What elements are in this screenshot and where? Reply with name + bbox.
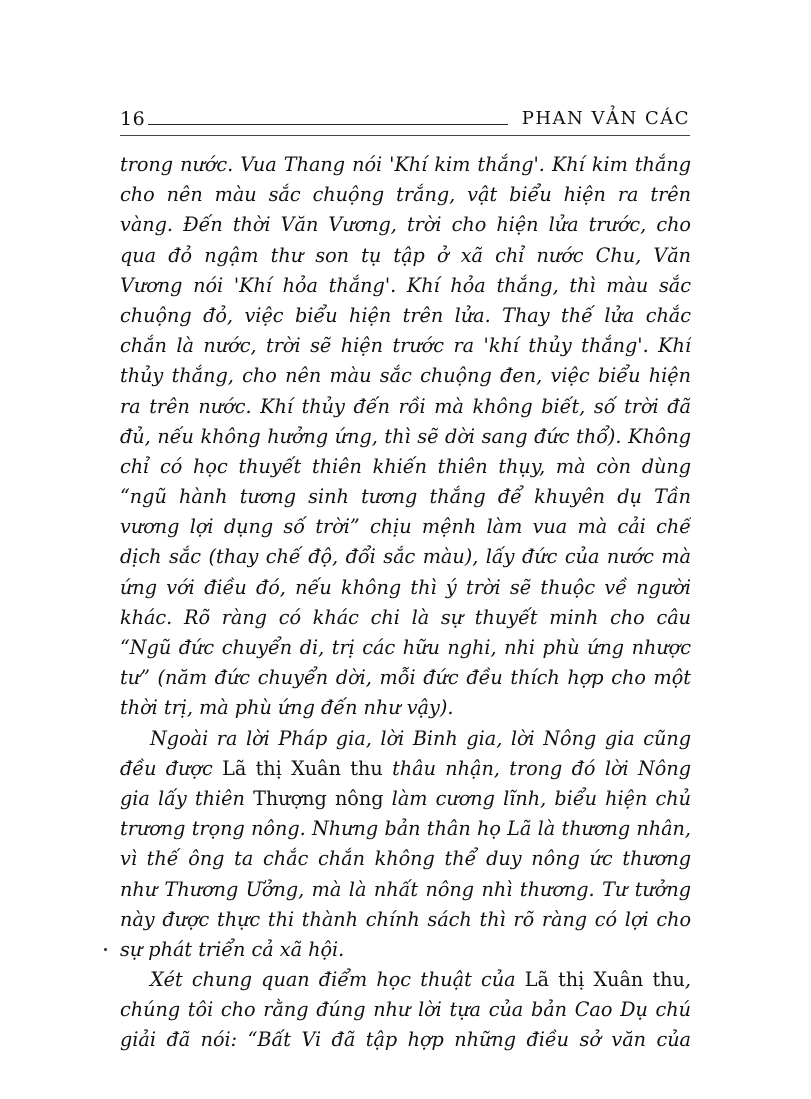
- italic-text: qua đỏ ngậm thư son tụ tập ở xã chỉ nước Chu, Văn: [120, 243, 691, 267]
- text-line: [120, 573, 691, 603]
- italic-text: vì thế ông ta chắc chắn không thể duy nông ức thương: [120, 847, 691, 871]
- text-line: [120, 301, 691, 331]
- text-line: [120, 935, 691, 965]
- text-line: [120, 663, 691, 693]
- body-text: [120, 150, 691, 1056]
- running-title: PHAN VẢN CÁC: [521, 108, 690, 129]
- italic-text: đủ, nếu không hưởng ứng, thì sẽ dời sang đức thổ). Không: [120, 424, 691, 448]
- italic-text: Ngoài ra lời Pháp gia, lời Binh gia, lời Nông gia cũng: [150, 726, 691, 750]
- italic-text: chuộng đỏ, việc biểu hiện trên lửa. Thay thế lửa chắc: [120, 303, 691, 327]
- italic-text: Xét chung quan điểm học thuật của: [150, 968, 525, 992]
- text-line: [120, 603, 691, 633]
- text-line: [120, 633, 691, 663]
- text-line: [120, 693, 691, 723]
- text-line: [120, 784, 691, 814]
- italic-text: thủy thắng, cho nên màu sắc chuộng đen, việc biểu hiện: [120, 364, 691, 388]
- text-line: [120, 1025, 691, 1055]
- italic-text: chúng tôi cho rằng đúng như lời tựa của bản Cao Dụ chú: [120, 998, 691, 1022]
- text-line: [120, 331, 691, 361]
- text-line: [120, 844, 691, 874]
- italic-text: “ngũ hành tương sinh tương thắng để khuyên dụ Tần: [120, 485, 691, 509]
- italic-text: này được thực thi thành chính sách thì rõ ràng có lợi cho: [120, 907, 691, 931]
- text-line: [120, 542, 691, 572]
- text-line: [120, 482, 691, 512]
- text-line: [120, 965, 691, 995]
- italic-text: trương trọng nông. Nhưng bản thân họ Lã là thương nhân,: [120, 817, 691, 841]
- header-rule: [148, 124, 508, 125]
- roman-text: Lã thị Xuân thu: [222, 756, 383, 780]
- italic-text: ứng với điều đó, nếu không thì ý trời sẽ thuộc về người: [120, 575, 691, 599]
- roman-text: Thượng nông: [253, 786, 384, 810]
- italic-text: Vương nói 'Khí hỏa thắng'. Khí hỏa thắng, thì màu sắc: [120, 273, 691, 297]
- text-line: [120, 754, 691, 784]
- text-line: [120, 210, 691, 240]
- italic-text: thâu nhận, trong đó lời Nông: [382, 756, 691, 780]
- italic-text: trong nước. Vua Thang nói 'Khí kim thắng'. Khí kim thắng: [120, 153, 691, 176]
- text-line: [120, 361, 691, 391]
- text-line: [120, 422, 691, 452]
- text-line: [120, 452, 691, 482]
- header-divider: [120, 135, 690, 136]
- text-line: [120, 724, 691, 754]
- italic-text: như Thương Ưởng, mà là nhất nông nhì thương. Tư tưởng: [120, 877, 691, 901]
- italic-text: giải đã nói: “Bất Vi đã tập hợp những điều sở văn của: [120, 1028, 691, 1052]
- italic-text: dịch sắc (thay chế độ, đổi sắc màu), lấy đức của nước mà: [120, 545, 691, 569]
- italic-text: làm cương lĩnh, biểu hiện chủ: [383, 786, 691, 810]
- italic-text: khác. Rõ ràng có khác chi là sự thuyết minh cho câu: [120, 605, 691, 629]
- italic-text: sự phát triển cả xã hội.: [120, 937, 345, 961]
- italic-text: “Ngũ đức chuyển di, trị các hữu nghi, nhi phù ứng nhược: [120, 636, 691, 659]
- text-line: [120, 814, 691, 844]
- italic-text: đều được: [120, 756, 223, 780]
- italic-text: ,: [684, 968, 691, 992]
- text-line: [120, 150, 691, 180]
- italic-text: thời trị, mà phù ứng đến như vậy).: [120, 696, 454, 720]
- italic-text: vương lợi dụng số trời” chịu mệnh làm vua mà cải chế: [120, 515, 691, 539]
- italic-text: gia lấy thiên: [120, 786, 254, 810]
- margin-mark: [104, 948, 107, 951]
- text-line: [120, 995, 691, 1025]
- italic-text: vàng. Đến thời Văn Vương, trời cho hiện lửa trước, cho: [120, 213, 691, 237]
- page-number: 16: [120, 108, 146, 130]
- roman-text: Lã thị Xuân thu: [524, 968, 685, 992]
- text-line: [120, 392, 691, 422]
- page-header: [120, 108, 690, 138]
- text-line: [120, 180, 691, 210]
- italic-text: cho nên màu sắc chuộng trắng, vật biểu hiện ra trên: [120, 183, 691, 207]
- italic-text: ra trên nước. Khí thủy đến rồi mà không biết, số trời đã: [120, 394, 691, 418]
- italic-text: chắn là nước, trời sẽ hiện trước ra 'khí thủy thắng'. Khí: [120, 334, 691, 358]
- italic-text: chỉ có học thuyết thiên khiến thiên thụy, mà còn dùng: [120, 454, 691, 478]
- text-line: [120, 512, 691, 542]
- italic-text: tư” (năm đức chuyển dời, mỗi đức đều thích hợp cho một: [120, 666, 691, 690]
- text-line: [120, 271, 691, 301]
- text-line: [120, 241, 691, 271]
- text-line: [120, 875, 691, 905]
- text-line: [120, 905, 691, 935]
